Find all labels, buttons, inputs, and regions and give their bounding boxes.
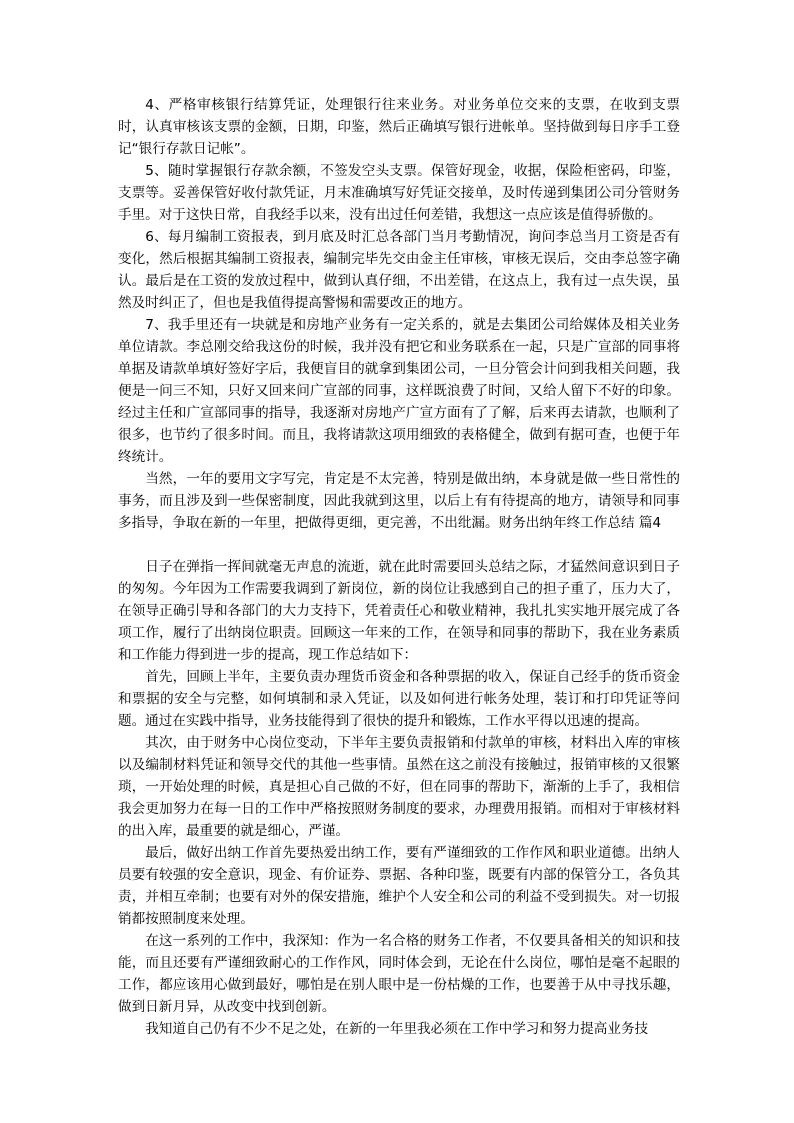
paragraph-cashier-ethics: 最后，做好出纳工作首先要热爱出纳工作，要有严谨细致的工作作风和职业道德。出纳人员要有较强的安全意识，现金、有价证券、票据、各种印鉴，既要有内部的保管分工，各负其责，并相互牵制；也要有对外的保安措施，维护个人安全和公司的利益不受到损失。对一切报销都按照制度来处理。 <box>118 845 680 927</box>
section-spacer <box>118 534 680 556</box>
paragraph-shortcomings: 我知道自己仍有不少不足之处，在新的一年里我必须在工作中学习和努力提高业务技 <box>145 1021 649 1037</box>
paragraph-real-estate-payments: 7、我手里还有一块就是和房地产业务有一定关系的，就是去集团公司给媒体及相关业务单位请款。李总刚交给我这份的时候，我并没有把它和业务联系在一起，只是广宣部的同事将单据及请款单填好签好字后，我便盲目的就拿到集团公司，一旦分管会计问到我相关问题，我便是一问三不知，只好又回来问广宣部的同事，这样既浪费了时间，又给人留下不好的印象。经过主任和广宣部同事的指导，我逐渐对房地产广宣方面有了了解，后来再去请款，也顺利了很多，也节约了很多时间。而且，我将请款这项用细致的表格健全，做到有据可查，也便于年终统计。 <box>118 317 680 465</box>
paragraph-bank-balance: 5、随时掌握银行存款余额，不签发空头支票。保管好现金，收据，保险柜密码，印鉴，支票等。妥善保管好收付款凭证，月末准确填写好凭证交接单，及时传递到集团公司分管财务手里。对于这快日常，自我经手以来，没有出过任何差错，我想这一点应该是值得骄傲的。 <box>118 163 680 223</box>
paragraph-closing-remarks: 当然，一年的要用文字写完，肯定是不太完善，特别是做出纳，本身就是做一些日常性的事务，而且涉及到一些保密制度，因此我就到这里，以后上有有待提高的地方，请领导和同事多指导，争取在新的一年里，把做得更细，更完善，不出纰漏。财务出纳年终工作总结 篇4 <box>118 471 680 531</box>
section-annual-summary <box>118 556 680 1040</box>
paragraph-reflection: 在这一系列的工作中，我深知：作为一名合格的财务工作者，不仅要具备相关的知识和技能，而且还要有严谨细致耐心的工作作风，同时体会到，无论在什么岗位，哪怕是毫不起眼的工作，都应该用心做到最好，哪怕是在别人眼中是一份枯燥的工作，也要善于从中寻找乐趣，做到日新月异，从改变中找到创新。 <box>118 933 680 1015</box>
document-page <box>118 94 680 1040</box>
paragraph-payroll: 6、每月编制工资报表，到月底及时汇总各部门当月考勤情况，询问李总当月工资是否有变化，然后根据其编制工资报表，编制完毕先交由金主任审核，审核无误后，交由李总签字确认。最后是在工资的发放过程中，做到认真仔细，不出差错，在这点上，我有过一点失误，虽然及时纠正了，但也是我值得提高警惕和需要改正的地方。 <box>118 229 680 311</box>
paragraph-first-half: 首先，回顾上半年，主要负责办理货币资金和各种票据的收入，保证自己经手的货币资金和票据的安全与完整，如何填制和录入凭证，以及如何进行帐务处理，装订和打印凭证等问题。通过在实践中指导，业务技能得到了很快的提升和锻炼，工作水平得以迅速的提高。 <box>118 669 680 729</box>
paragraph-second-half: 其次，由于财务中心岗位变动，下半年主要负责报销和付款单的审核，材料出入库的审核以及编制材料凭证和领导交代的其他一些事情。虽然在这之前没有接触过，报销审核的又很繁琐，一开始处理的时候，真是担心自己做的不好，但在同事的帮助下，渐渐的上手了，我相信我会更加努力在每一日的工作中严格按照财务制度的要求，办理费用报销。而相对于审核材料的出入库，最重要的就是细心，严谨。 <box>118 735 680 839</box>
paragraph-intro: 日子在弹指一挥间就毫无声息的流逝，就在此时需要回头总结之际，才猛然间意识到日子的匆匆。今年因为工作需要我调到了新岗位，新的岗位让我感到自己的担子重了，压力大了，在领导正确引导和各部门的大力支持下，凭着责任心和敬业精神，我扎扎实实地开展完成了各项工作，履行了出纳岗位职责。回顾这一年来的工作，在领导和同事的帮助下，我在业务素质和工作能力得到进一步的提高，现工作总结如下： <box>118 559 680 663</box>
paragraph-bank-settlement: 4、严格审核银行结算凭证，处理银行往来业务。对业务单位交来的支票，在收到支票时，认真审核该支票的金额，日期，印鉴，然后正确填写银行进帐单。坚持做到每日序手工登记“银行存款日记帐”。 <box>118 97 680 157</box>
section-work-duties <box>118 94 680 534</box>
